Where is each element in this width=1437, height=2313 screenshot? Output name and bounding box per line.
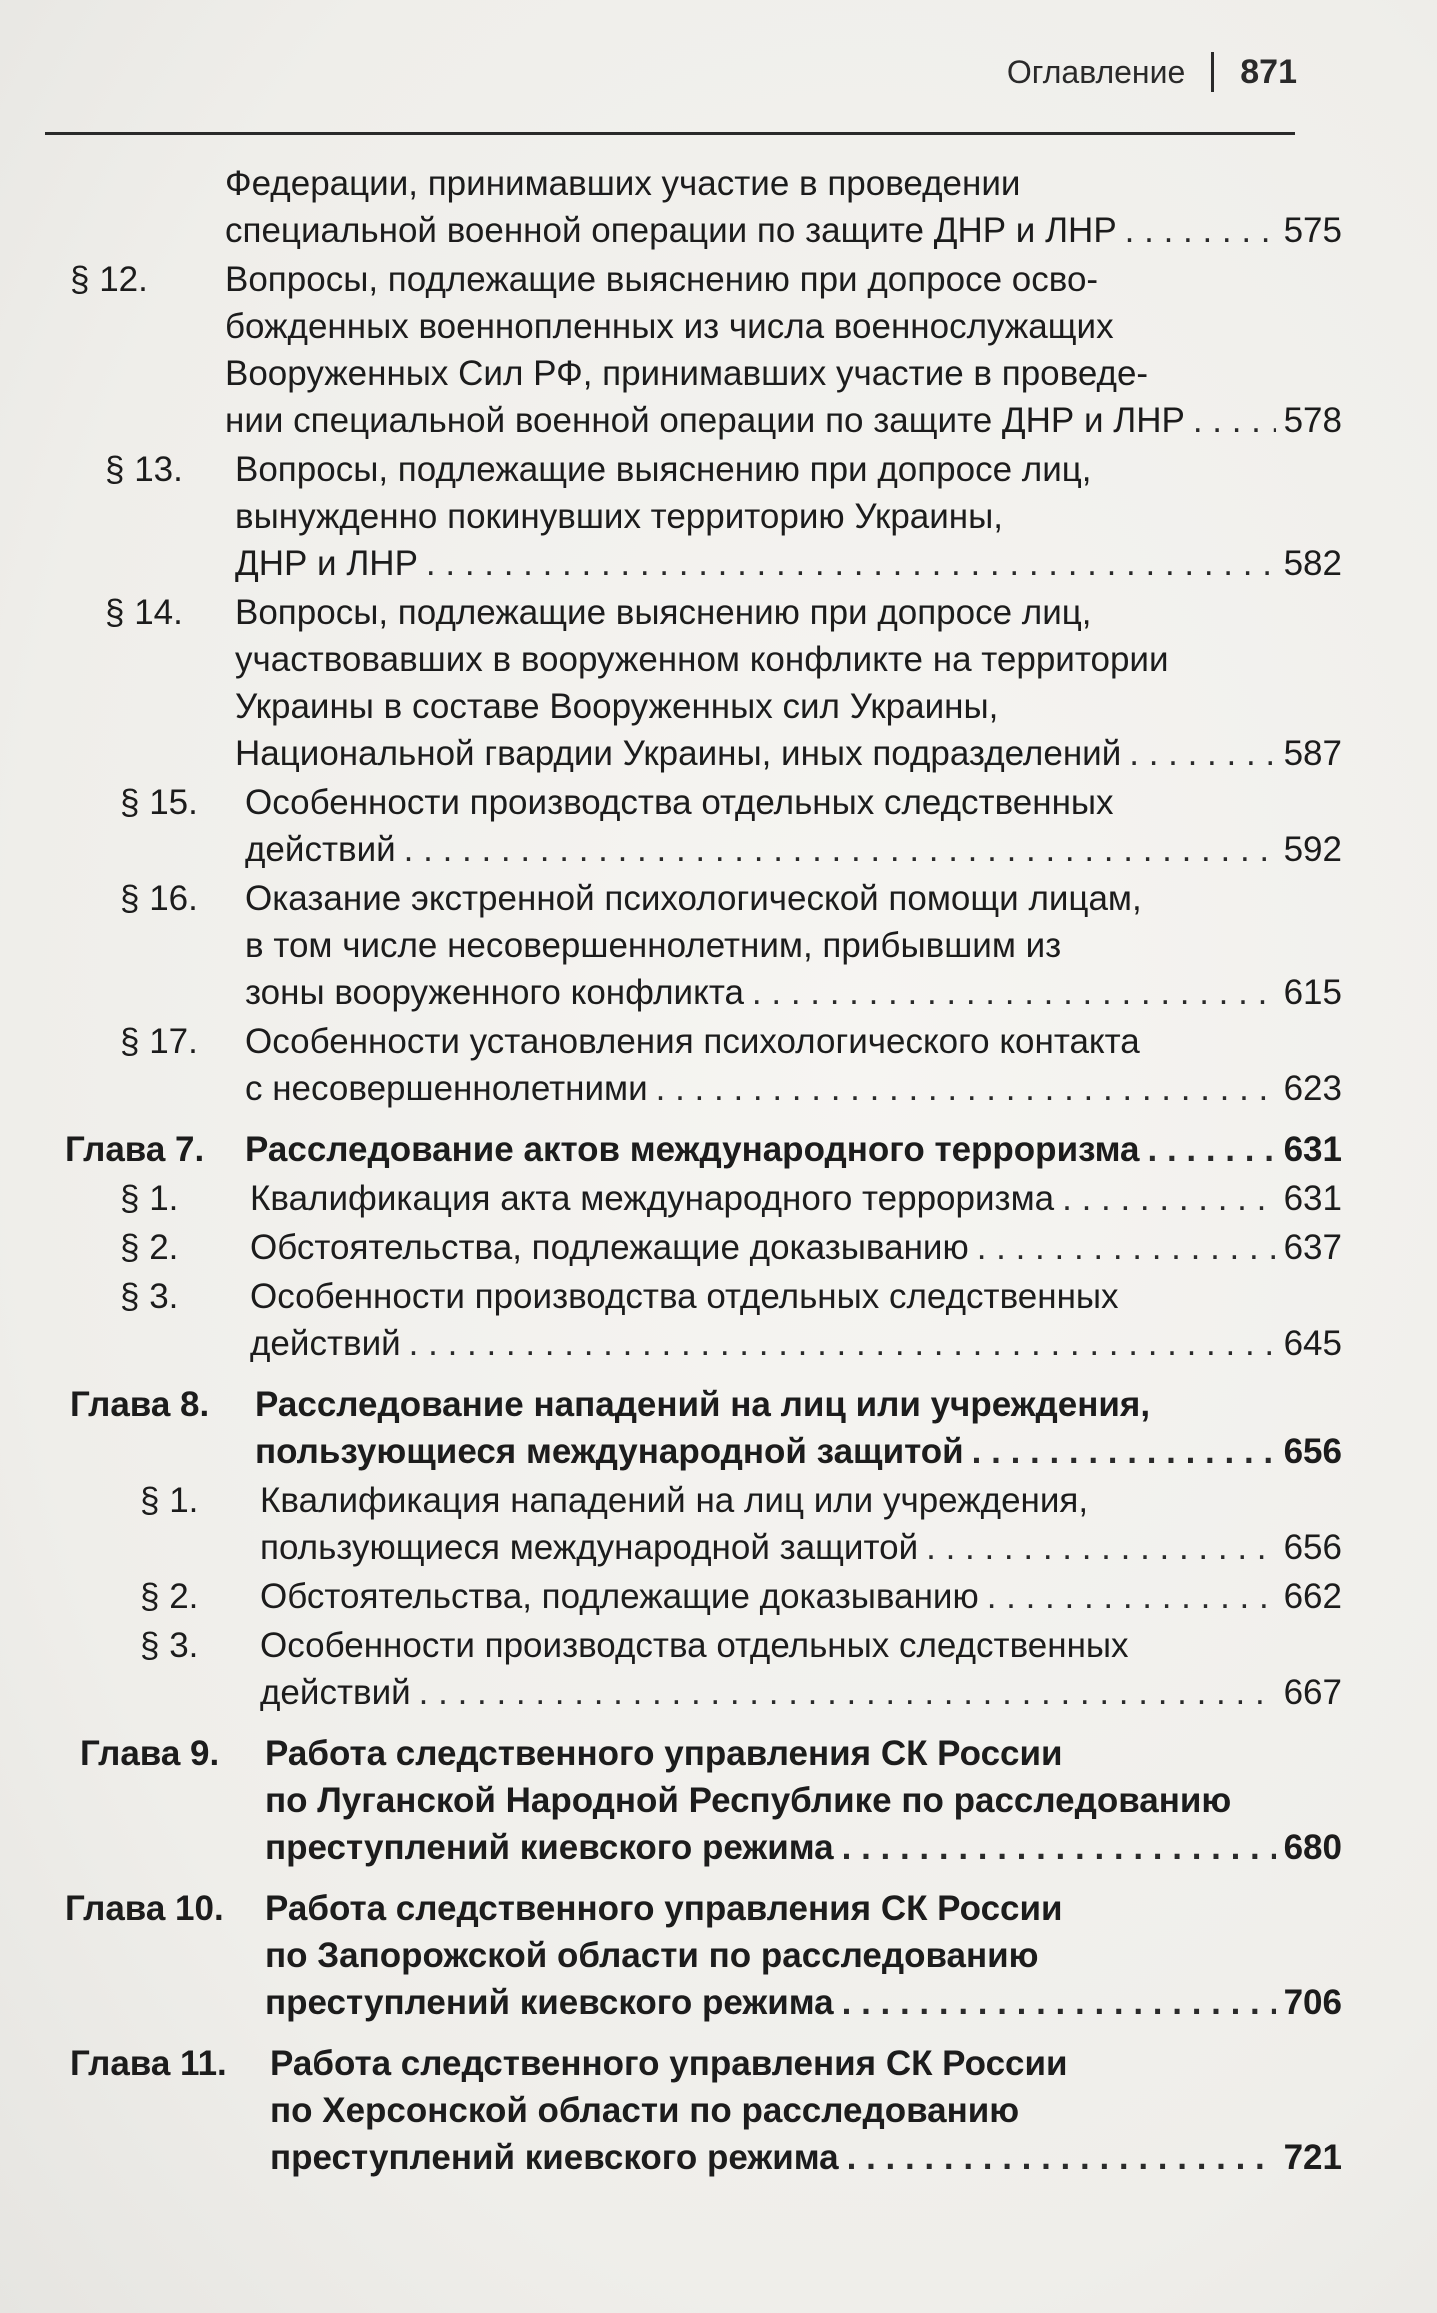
dot-leader xyxy=(404,826,1276,873)
entry-title-line: преступлений киевского режима xyxy=(265,1983,834,2022)
entry-title-line: ДНР и ЛНР xyxy=(235,544,418,583)
dot-leader xyxy=(1062,1175,1275,1222)
dot-leader xyxy=(419,1669,1276,1716)
entry-title-line: действий xyxy=(260,1673,411,1712)
page-reference: 706 xyxy=(1283,1983,1342,2022)
section-number: § 3. xyxy=(140,1626,199,1665)
entry-title-line: Особенности производства отдельных следственных xyxy=(250,1277,1119,1316)
entry-title-line: пользующиеся международной защитой xyxy=(255,1432,964,1471)
entry-title-line: Работа следственного управления СК России xyxy=(270,2044,1068,2083)
section-number: § 16. xyxy=(120,879,198,918)
entry-title-line: Квалификация нападений на лиц или учреждения, xyxy=(260,1481,1089,1520)
entry-title-line: действий xyxy=(245,830,396,869)
dot-leader xyxy=(409,1320,1276,1367)
chapter-number: Глава 11. xyxy=(70,2044,227,2083)
dot-leader xyxy=(752,969,1276,1016)
chapter-number: Глава 8. xyxy=(70,1385,210,1424)
entry-title-line: преступлений киевского режима xyxy=(265,1828,834,1867)
toc-section-entry[interactable] xyxy=(60,256,1340,444)
entry-title-line: преступлений киевского режима xyxy=(270,2138,839,2177)
page-reference: 656 xyxy=(1283,1528,1342,1567)
page-reference: 615 xyxy=(1283,973,1342,1012)
toc-section-entry[interactable] xyxy=(60,160,1340,254)
entry-title-line: Оказание экстренной психологической помощи лицам, xyxy=(245,879,1142,918)
section-number: § 13. xyxy=(105,450,183,489)
page-reference: 656 xyxy=(1283,1432,1342,1471)
section-number: § 12. xyxy=(70,260,148,299)
entry-title-line: по Запорожской области по расследованию xyxy=(265,1936,1039,1975)
page-reference: 587 xyxy=(1283,734,1342,773)
toc-chapter-entry[interactable] xyxy=(60,1381,1340,1475)
dot-leader xyxy=(1125,207,1276,254)
dot-leader xyxy=(656,1065,1276,1112)
toc-section-entry[interactable] xyxy=(60,446,1340,587)
section-number: § 14. xyxy=(105,593,183,632)
entry-title-line: Работа следственного управления СК России xyxy=(265,1889,1063,1928)
section-number: § 2. xyxy=(120,1228,179,1267)
section-number: § 1. xyxy=(140,1481,199,1520)
chapter-number: Глава 7. xyxy=(65,1130,205,1169)
entry-title-line: Вооруженных Сил РФ, принимавших участие в проведе- xyxy=(225,354,1149,393)
entry-title-line: Квалификация акта международного терроризма xyxy=(250,1179,1055,1218)
section-number: § 2. xyxy=(140,1577,199,1616)
entry-title-line: с несовершеннолетними xyxy=(245,1069,648,1108)
entry-title-line: Особенности производства отдельных следственных xyxy=(245,783,1114,822)
dot-leader xyxy=(1148,1126,1276,1173)
page-reference: 623 xyxy=(1283,1069,1342,1108)
page-reference: 645 xyxy=(1283,1324,1342,1363)
dot-leader xyxy=(987,1573,1276,1620)
entry-title-line: участвовавших в вооруженном конфликте на территории xyxy=(235,640,1169,679)
entry-title-line: вынужденно покинувших территорию Украины, xyxy=(235,497,1004,536)
toc-section-entry[interactable] xyxy=(60,1018,1340,1112)
page-reference: 575 xyxy=(1283,211,1342,250)
dot-leader xyxy=(1129,730,1275,777)
header-separator xyxy=(1211,52,1214,92)
toc-chapter-entry[interactable] xyxy=(60,1126,1340,1173)
entry-title-line: зоны вооруженного конфликта xyxy=(245,973,744,1012)
section-number: § 17. xyxy=(120,1022,198,1061)
page-reference: 592 xyxy=(1283,830,1342,869)
page-reference: 721 xyxy=(1283,2138,1342,2177)
chapter-number: Глава 9. xyxy=(80,1734,220,1773)
entry-title-line: Вопросы, подлежащие выяснению при допросе осво- xyxy=(225,260,1099,299)
dot-leader xyxy=(847,2134,1276,2181)
header-rule xyxy=(45,132,1295,135)
toc-section-entry[interactable] xyxy=(60,1477,1340,1571)
entry-title-line: Расследование нападений на лиц или учреждения, xyxy=(255,1385,1151,1424)
page-reference: 637 xyxy=(1283,1228,1342,1267)
entry-title-line: по Луганской Народной Республике по расследованию xyxy=(265,1781,1232,1820)
entry-title-line: специальной военной операции по защите ДНР и ЛНР xyxy=(225,211,1117,250)
entry-title-line: божденных военнопленных из числа военнослужащих xyxy=(225,307,1114,346)
entry-title-line: Национальной гвардии Украины, иных подразделений xyxy=(235,734,1122,773)
page-reference: 631 xyxy=(1283,1130,1342,1169)
entry-title-line: Федерации, принимавших участие в проведении xyxy=(225,164,1021,203)
toc-section-entry[interactable] xyxy=(60,589,1340,777)
toc-section-entry[interactable] xyxy=(60,1622,1340,1716)
entry-title-line: Обстоятельства, подлежащие доказыванию xyxy=(260,1577,979,1616)
entry-title-line: Обстоятельства, подлежащие доказыванию xyxy=(250,1228,969,1267)
page-reference: 578 xyxy=(1283,401,1342,440)
toc-section-entry[interactable] xyxy=(60,1273,1340,1367)
entry-title-line: пользующиеся международной защитой xyxy=(260,1528,919,1567)
dot-leader xyxy=(842,1824,1276,1871)
dot-leader xyxy=(1193,397,1276,444)
dot-leader xyxy=(977,1224,1276,1271)
page-reference: 667 xyxy=(1283,1673,1342,1712)
entry-title-line: нии специальной военной операции по защите ДНР и ЛНР xyxy=(225,401,1185,440)
page-number: 871 xyxy=(1240,52,1297,91)
entry-title-line: по Херсонской области по расследованию xyxy=(270,2091,1020,2130)
dot-leader xyxy=(426,540,1276,587)
section-title: Оглавление xyxy=(1006,53,1186,90)
toc-section-entry[interactable] xyxy=(60,1224,1340,1271)
running-header xyxy=(1007,52,1297,92)
entry-title-line: Особенности установления психологического контакта xyxy=(245,1022,1140,1061)
dot-leader xyxy=(926,1524,1275,1571)
section-number: § 1. xyxy=(120,1179,179,1218)
entry-title-line: Работа следственного управления СК России xyxy=(265,1734,1063,1773)
chapter-number: Глава 10. xyxy=(65,1889,224,1928)
entry-title-line: действий xyxy=(250,1324,401,1363)
entry-title-line: в том числе несовершеннолетним, прибывшим из xyxy=(245,926,1062,965)
toc-chapter-entry[interactable] xyxy=(60,1885,1340,2026)
toc-chapter-entry[interactable] xyxy=(60,1730,1340,1871)
section-number: § 15. xyxy=(120,783,198,822)
toc-section-entry[interactable] xyxy=(60,1573,1340,1620)
section-number: § 3. xyxy=(120,1277,179,1316)
toc-section-entry[interactable] xyxy=(60,779,1340,873)
table-of-contents xyxy=(60,160,1340,2183)
page-reference: 631 xyxy=(1283,1179,1342,1218)
toc-chapter-entry[interactable] xyxy=(60,2040,1340,2181)
entry-title-line: Расследование актов международного терроризма xyxy=(245,1130,1140,1169)
page-reference: 582 xyxy=(1283,544,1342,583)
page-reference: 680 xyxy=(1283,1828,1342,1867)
entry-title-line: Вопросы, подлежащие выяснению при допросе лиц, xyxy=(235,593,1092,632)
entry-title-line: Украины в составе Вооруженных сил Украины, xyxy=(235,687,999,726)
entry-title-line: Особенности производства отдельных следственных xyxy=(260,1626,1129,1665)
toc-section-entry[interactable] xyxy=(60,1175,1340,1222)
page-reference: 662 xyxy=(1283,1577,1342,1616)
entry-title-line: Вопросы, подлежащие выяснению при допросе лиц, xyxy=(235,450,1092,489)
dot-leader xyxy=(842,1979,1276,2026)
dot-leader xyxy=(972,1428,1276,1475)
toc-section-entry[interactable] xyxy=(60,875,1340,1016)
